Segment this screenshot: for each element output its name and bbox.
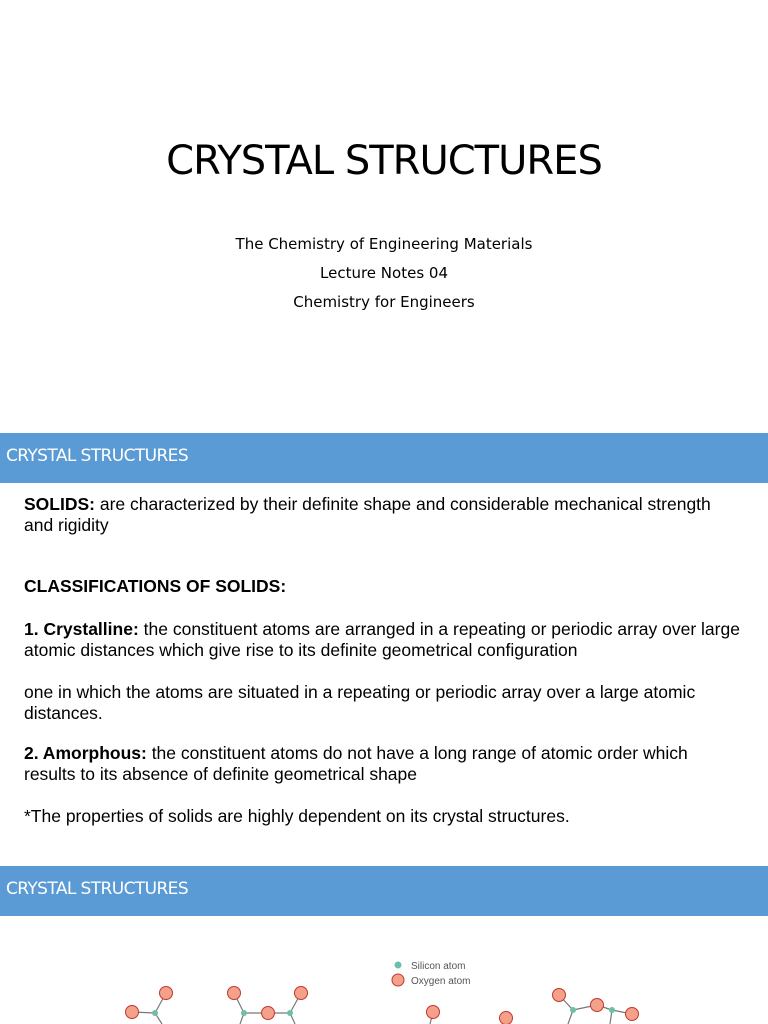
- silicon-atoms: [152, 1007, 615, 1016]
- slide3-header: [0, 866, 768, 916]
- subtitle-course: The Chemistry of Engineering Materials: [235, 235, 533, 253]
- amorphous-term: 2. Amorphous:: [24, 743, 147, 763]
- crystalline-note: one in which the atoms are situated in a repeating or periodic array over a large atomic distances.: [24, 682, 696, 723]
- crystalline-definition: [24, 619, 744, 661]
- title-slide: [0, 0, 768, 433]
- atomic-structure-diagram: [0, 916, 768, 1024]
- properties-footnote: *The properties of solids are highly dependent on its crystal structures.: [24, 806, 570, 826]
- silicon-atom: [609, 1007, 615, 1013]
- oxygen-atom: [591, 999, 604, 1012]
- subtitle-subject: Chemistry for Engineers: [293, 293, 475, 311]
- oxygen-atom: [427, 1006, 440, 1019]
- solids-term: SOLIDS:: [24, 494, 95, 514]
- solids-text: are characterized by their definite shape and considerable mechanical strength and rigidity: [24, 494, 711, 535]
- subtitle-lecture: Lecture Notes 04: [320, 264, 448, 282]
- slide-title: CRYSTAL STRUCTURES: [166, 138, 602, 184]
- oxygen-atom: [500, 1012, 513, 1024]
- oxygen-atoms: [126, 987, 639, 1024]
- oxygen-atom: [262, 1007, 275, 1020]
- oxygen-atom: [228, 987, 241, 1000]
- oxygen-atom: [553, 989, 566, 1002]
- amorphous-text: the constituent atoms do not have a long range of atomic order which results to its absence of definite geometrical shape: [24, 743, 688, 784]
- oxygen-legend-label: Oxygen atom: [411, 976, 471, 987]
- oxygen-atom: [295, 987, 308, 1000]
- silicon-atom: [152, 1010, 158, 1016]
- silicon-atom: [570, 1007, 576, 1013]
- slide2-header-title: CRYSTAL STRUCTURES: [6, 446, 189, 466]
- oxygen-atom: [626, 1008, 639, 1021]
- crystalline-text: the constituent atoms are arranged in a repeating or periodic array over large atomic distances which give rise to its definite geometrical configuration: [24, 619, 740, 660]
- amorphous-definition: [24, 743, 744, 785]
- silicon-legend-label: Silicon atom: [411, 961, 466, 972]
- solids-definition: [24, 494, 744, 536]
- oxygen-atom: [160, 987, 173, 1000]
- silicon-atom: [241, 1010, 247, 1016]
- classifications-heading: [24, 576, 744, 597]
- slide3-header-title: CRYSTAL STRUCTURES: [6, 879, 189, 899]
- oxygen-legend-icon: [392, 974, 404, 986]
- silicon-legend-icon: [395, 962, 402, 969]
- slide2-header: [0, 433, 768, 483]
- crystalline-term: 1. Crystalline:: [24, 619, 139, 639]
- oxygen-atom: [126, 1006, 139, 1019]
- classifications-heading-text: CLASSIFICATIONS OF SOLIDS:: [24, 576, 287, 596]
- silicon-atom: [287, 1010, 293, 1016]
